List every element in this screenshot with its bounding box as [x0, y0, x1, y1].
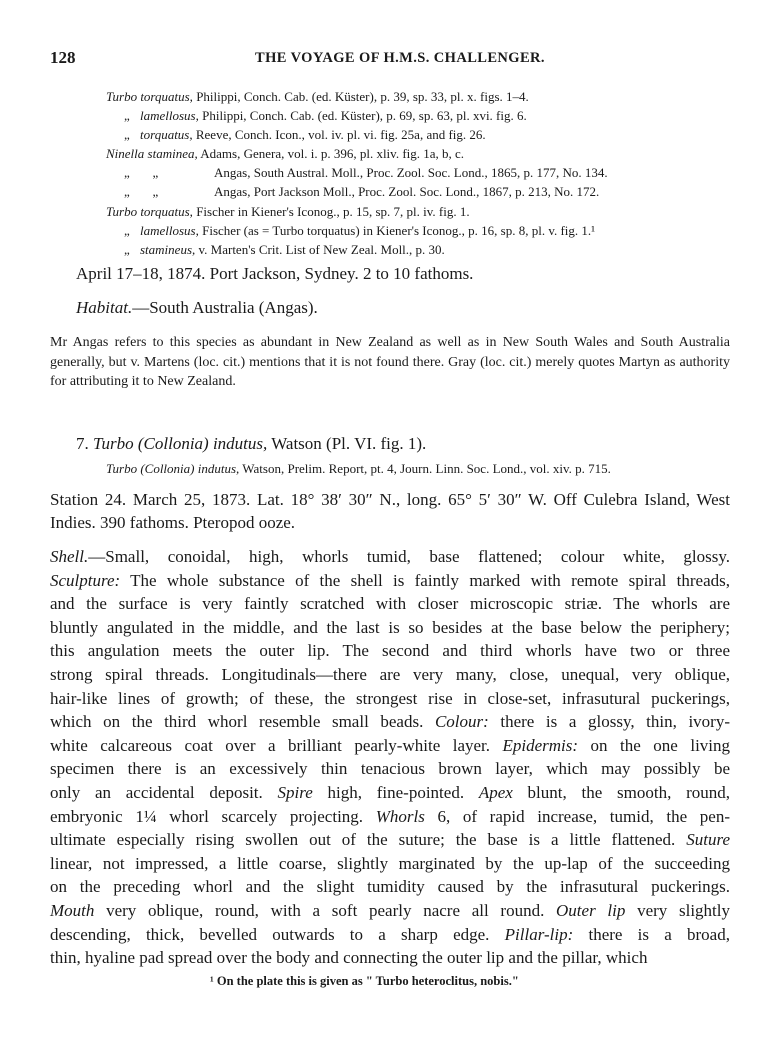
description-line: on the preceding whorl and the slight tumidity caused by the infrasutural puckerings. — [50, 877, 730, 897]
description-line: thin, hyaline pad spread over the body and connecting the outer lip and the pillar, which — [50, 948, 648, 968]
description-line: only an accidental deposit. Spire high, fine-pointed. Apex blunt, the smooth, round, — [50, 782, 730, 802]
synonymy-citation: Adams, Genera, vol. i. p. 396, pl. xliv. fig. 1a, b, c. — [197, 146, 465, 162]
synonymy-name: lamellosus, — [140, 222, 199, 238]
synonymy-citation: Reeve, Conch. Icon., vol. iv. pl. vi. fig. 25a, and fig. 26. — [192, 127, 486, 143]
synonymy-entry — [106, 144, 726, 163]
page-number: 128 — [50, 48, 76, 67]
synonymy-entry — [106, 202, 726, 221]
page-header — [50, 48, 730, 68]
ditto-mark: „ — [124, 108, 130, 124]
ditto-mark: „ „ — [124, 184, 159, 200]
synonymy-entry — [106, 106, 726, 125]
ditto-mark: „ „ — [124, 165, 159, 181]
synonymy-entry — [106, 125, 726, 144]
description-line: and the surface is very faintly scratched with closer microscopic striæ. The whorls are — [50, 594, 730, 614]
synonymy-name: lamellosus, — [140, 108, 199, 124]
habitat-text: —South Australia (Angas). — [132, 298, 318, 317]
synonymy-name: stamineus, — [140, 241, 196, 257]
locality-line: April 17–18, 1874. Port Jackson, Sydney. 2 to 10 fathoms. — [76, 264, 474, 283]
remarks-paragraph: Mr Angas refers to this species as abundant in New Zealand as well as in New South Wales and South Australia generally, but v. Martens (loc. cit.) mentions that it is not found there. Gray (loc. cit.) merely quotes Martyn as authority for attributing it to New Zealand. — [50, 335, 730, 389]
footnote: ¹ On the plate this is given as " Turbo heteroclitus, nobis." — [210, 974, 519, 988]
synonymy-citation: Angas, Port Jackson Moll., Proc. Zool. Soc. Lond., 1867, p. 213, No. 172. — [214, 184, 600, 200]
description-line: Shell.—Small, conoidal, high, whorls tumid, base flattened; colour white, glossy. — [50, 547, 730, 566]
synonymy-citation: Philippi, Conch. Cab. (ed. Küster), p. 39, sp. 33, pl. x. figs. 1–4. — [192, 89, 529, 104]
description-line: hair-like lines of growth; of these, the strongest rise in close-set, infrasutural puckerings, — [50, 688, 730, 708]
species-name: Turbo (Collonia) indutus, — [93, 434, 268, 453]
synonymy-citation: v. Marten's Crit. List of New Zeal. Moll., p. 30. — [195, 241, 445, 257]
description-line: descending, thick, bevelled outwards to a sharp edge. Pillar-lip: there is a broad, — [50, 924, 730, 944]
synonymy-entry — [106, 182, 726, 201]
synonymy-citation: Fischer in Kiener's Iconog., p. 15, sp. 7, pl. iv. fig. 1. — [192, 203, 470, 219]
description-paragraph — [50, 545, 730, 970]
synonymy-name: torquatus, — [140, 127, 193, 143]
ditto-mark: „ — [124, 222, 130, 238]
synonymy-entry — [106, 163, 726, 182]
running-title: THE VOYAGE OF H.M.S. CHALLENGER. — [255, 50, 545, 66]
description-line: strong spiral threads. Longitudinals—there are very many, close, unequal, very oblique, — [50, 664, 730, 684]
description-line: linear, not impressed, a little coarse, slightly marginated by the up-lap of the succeeding — [50, 853, 730, 873]
description-line: Sculpture: The whole substance of the shell is faintly marked with remote spiral threads, — [50, 570, 730, 590]
ditto-mark: „ — [124, 241, 130, 257]
habitat-line — [76, 296, 318, 319]
description-line: bluntly angulated in the middle, and the last is so besides at the base below the periphery; — [50, 617, 730, 637]
synonymy-entry — [106, 87, 726, 106]
synonymy-name: Turbo torquatus, — [106, 203, 193, 219]
species-reference — [106, 461, 611, 477]
station-paragraph: Station 24. March 25, 1873. Lat. 18° 38′ 30″ N., long. 65° 5′ 30″ W. Off Culebra Island, West Indies. 390 fathoms. Pteropod ooze. — [50, 490, 730, 532]
species-ref-name: Turbo (Collonia) indutus, — [106, 461, 240, 476]
description-line: white calcareous coat over a brilliant pearly-white layer. Epidermis: on the one living — [50, 735, 731, 755]
species-number: 7. — [76, 434, 89, 453]
habitat-label: Habitat. — [76, 298, 133, 317]
synonymy-list — [106, 87, 726, 259]
synonymy-entry — [106, 221, 726, 240]
synonymy-citation: Fischer (as = Turbo torquatus) in Kiener's Iconog., p. 16, sp. 8, pl. v. fig. 1.¹ — [198, 222, 596, 238]
description-line: ultimate especially rising swollen out of the suture; the base is a little flattened. Suture — [50, 830, 730, 850]
species-author: Watson (Pl. VI. fig. 1). — [267, 434, 427, 453]
description-line: embryonic 1¼ whorl scarcely projecting. Whorls 6, of rapid increase, tumid, the pen- — [50, 806, 730, 826]
description-line: Mouth very oblique, round, with a soft pearly nacre all round. Outer lip very slightly — [50, 900, 730, 920]
synonymy-citation: Philippi, Conch. Cab. (ed. Küster), p. 69, sp. 63, pl. xvi. fig. 6. — [198, 108, 527, 124]
description-line: specimen there is an excessively thin tenacious brown layer, which may possibly be — [50, 759, 730, 779]
description-line: which on the third whorl resemble small beads. Colour: there is a glossy, thin, ivory- — [50, 712, 731, 732]
synonymy-citation: Angas, South Austral. Moll., Proc. Zool. Soc. Lond., 1865, p. 177, No. 134. — [214, 165, 608, 181]
description-line: this angulation meets the outer lip. The second and third whorls have two or three — [50, 641, 730, 661]
synonymy-entry — [106, 240, 726, 259]
ditto-mark: „ — [124, 127, 130, 143]
species-heading — [76, 432, 426, 455]
synonymy-name: Turbo torquatus, — [106, 89, 193, 104]
species-ref-rest: Watson, Prelim. Report, pt. 4, Journ. Linn. Soc. Lond., vol. xiv. p. 715. — [239, 461, 611, 476]
synonymy-name: Ninella staminea, — [106, 146, 198, 162]
